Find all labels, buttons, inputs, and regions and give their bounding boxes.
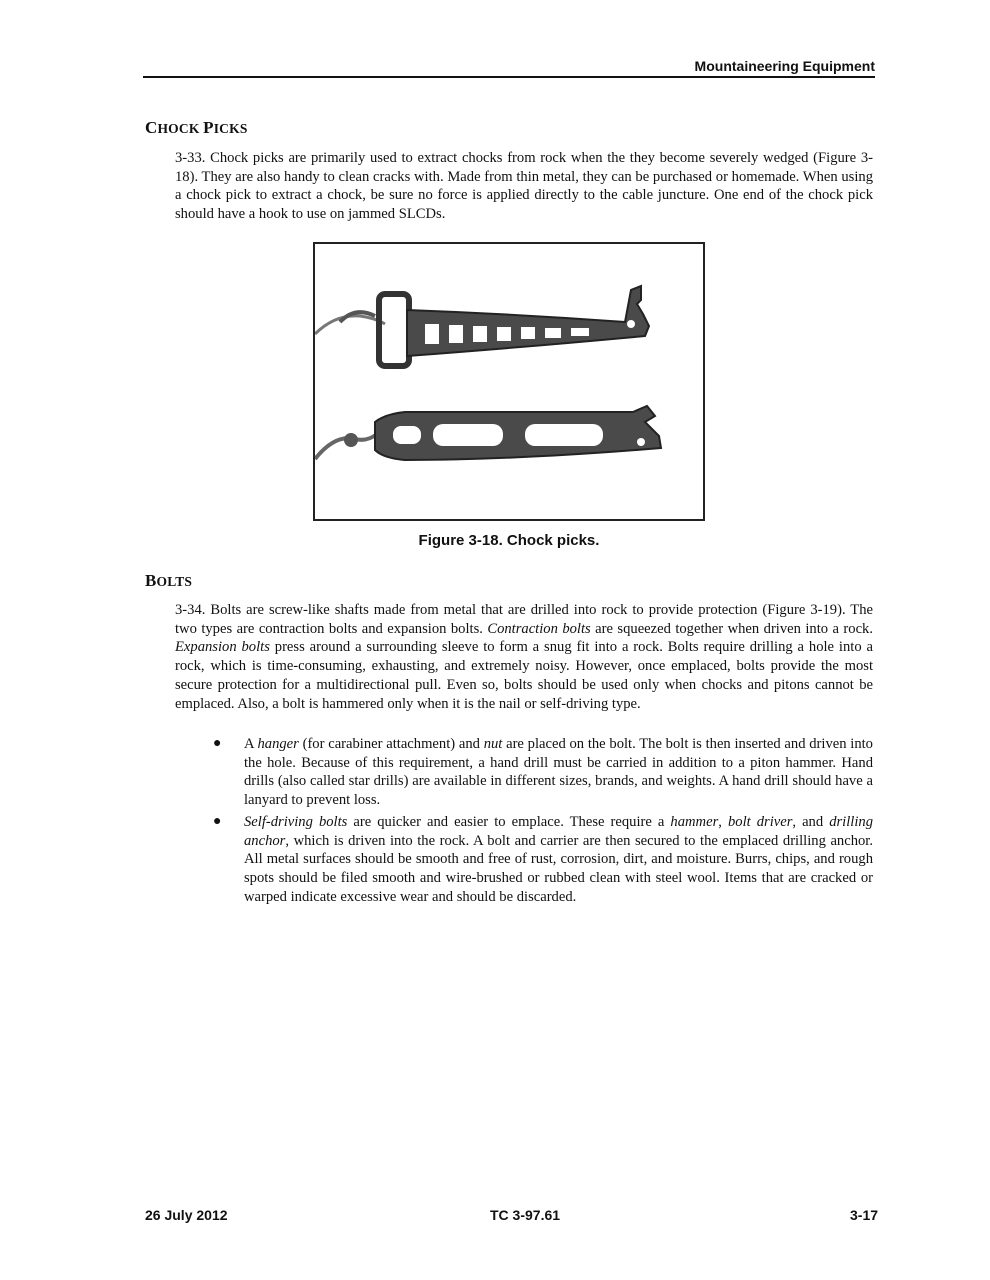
footer-doc-number: TC 3-97.61: [490, 1207, 561, 1223]
header-title: Mountaineering Equipment: [694, 58, 875, 74]
footer-date: 26 July 2012: [145, 1207, 228, 1223]
section-heading-chock-picks: CHOCK PICKS: [145, 118, 248, 137]
figure-caption: Figure 3-18. Chock picks.: [418, 532, 600, 549]
footer-page-number: 3-17: [850, 1207, 879, 1223]
bolt-bullet-list: [175, 735, 873, 909]
running-header: [143, 58, 875, 78]
figure-chock-picks: [313, 242, 705, 521]
list-item: ● A hanger (for carabiner attachment) and nut are placed on the bolt. The bolt is then inserted and driven into the hole. Because of this requirement, a hand drill must be carried in addition to a piton hammer. Hand drills (also called star drills) are available in different sizes, brands, and weights. A hand drill should have a lanyard to prevent loss.: [213, 736, 873, 809]
chock-picks-illustration: [315, 244, 703, 519]
section-heading-bolts: BOLTS: [145, 571, 193, 590]
list-item: ● Self-driving bolts are quicker and easier to emplace. These require a hammer, bolt driver, and drilling anchor, which is driven into the rock. A bolt and carrier are then secured to the emplaced drilling anchor. All metal surfaces should be smooth and free of rust, corrosion, dirt, and moisture. Burrs, chips, and rough spots should be filed smooth and wire-brushed or rubbed clean with steel wool. Items that are cracked or warped indicate excessive wear and should be discarded.: [213, 813, 873, 905]
paragraph-3-33: 3-33. Chock picks are primarily used to extract chocks from rock when the they become severely wedged (Figure 3-18). They are also handy to clean cracks with. Made from thin metal, they can be purchased or homemade. When using a chock pick to extract a chock, be sure no force is applied directly to the cable juncture. One end of the chock pick should have a hook to use on jammed SLCDs.: [175, 150, 873, 223]
paragraph-3-34: 3-34. Bolts are screw-like shafts made from metal that are drilled into rock to provide protection (Figure 3-19). The two types are contraction bolts and expansion bolts. Contraction bolts are squeezed together when driven into a rock. Expansion bolts press around a surrounding sleeve to form a snug fit into a rock. Bolts require drilling a hole into a rock, which is time-consuming, exhausting, and extremely noisy. However, once emplaced, bolts provide the most secure protection for a multidirectional pull. Even so, bolts should be used only when chocks and pitons cannot be emplaced. Also, a bolt is hammered only when it is the nail or self-driving type.: [175, 602, 874, 712]
